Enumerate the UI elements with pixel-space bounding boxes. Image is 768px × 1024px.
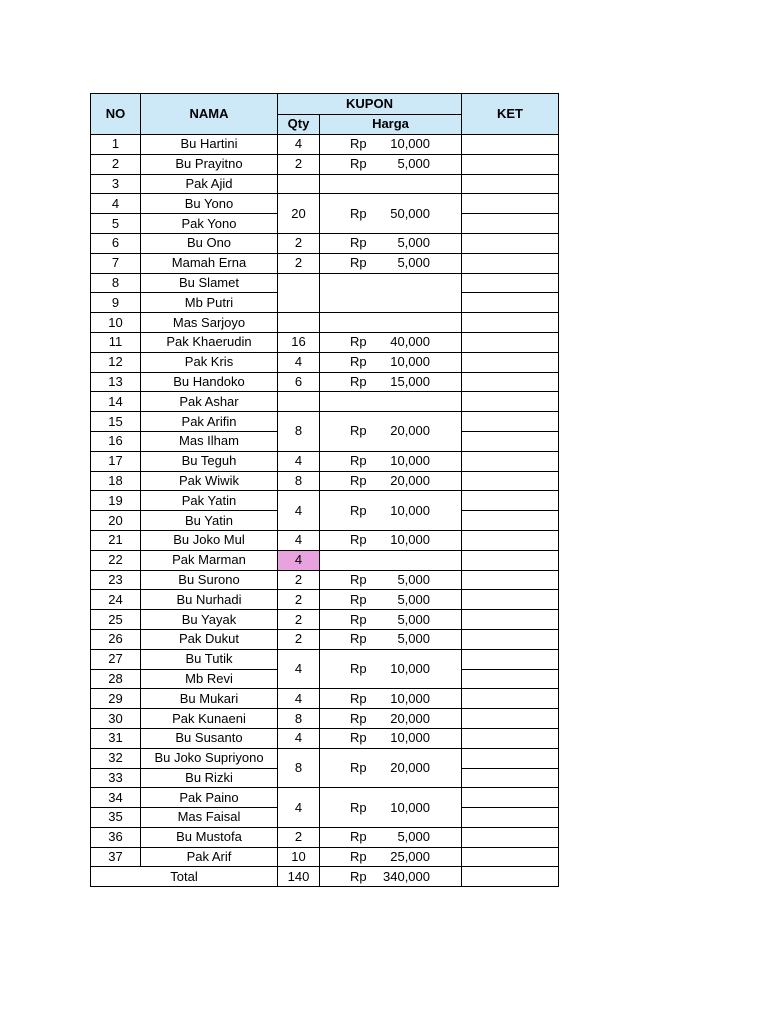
row-no: 32: [91, 748, 141, 768]
row-rp: Rp: [350, 829, 367, 845]
row-ket: [462, 471, 559, 491]
row-qty: 2: [278, 253, 320, 273]
row-qty: 6: [278, 372, 320, 392]
row-nama: Bu Nurhadi: [141, 590, 278, 610]
row-amount: 50,000: [390, 205, 430, 221]
row-amount: 10,000: [390, 453, 430, 469]
row-amount: 10,000: [390, 799, 430, 815]
row-nama: Bu Yatin: [141, 511, 278, 531]
table-row: [91, 451, 559, 471]
row-ket: [462, 827, 559, 847]
table-row: [91, 253, 559, 273]
row-no: 9: [91, 293, 141, 313]
row-no: 30: [91, 709, 141, 729]
row-nama: Bu Joko Mul: [141, 530, 278, 550]
row-harga: [320, 174, 462, 194]
row-nama: Bu Yayak: [141, 610, 278, 630]
row-harga: [320, 728, 462, 748]
row-nama: Bu Tutik: [141, 649, 278, 669]
row-amount: 20,000: [390, 423, 430, 439]
row-no: 25: [91, 610, 141, 630]
header-ket: KET: [462, 94, 559, 135]
row-harga: [320, 313, 462, 333]
row-qty: [278, 392, 320, 412]
row-qty: 4: [278, 728, 320, 748]
row-rp: Rp: [350, 611, 367, 627]
row-nama: Bu Mukari: [141, 689, 278, 709]
row-harga: [320, 412, 462, 452]
row-rp: Rp: [350, 849, 367, 865]
row-qty: 2: [278, 233, 320, 253]
row-no: 34: [91, 788, 141, 808]
table-row: [91, 610, 559, 630]
row-ket: [462, 610, 559, 630]
row-amount: 10,000: [390, 730, 430, 746]
row-qty: 8: [278, 748, 320, 788]
row-nama: Pak Kunaeni: [141, 709, 278, 729]
row-qty: 4: [278, 352, 320, 372]
row-no: 24: [91, 590, 141, 610]
row-harga: [320, 135, 462, 155]
row-no: 23: [91, 570, 141, 590]
row-amount: 5,000: [397, 255, 430, 271]
row-harga: [320, 748, 462, 788]
header-nama: NAMA: [141, 94, 278, 135]
row-nama: Bu Ono: [141, 233, 278, 253]
row-no: 35: [91, 808, 141, 828]
row-no: 11: [91, 332, 141, 352]
row-nama: Pak Paino: [141, 788, 278, 808]
row-no: 33: [91, 768, 141, 788]
row-qty: 8: [278, 412, 320, 452]
row-nama: Pak Marman: [141, 550, 278, 570]
row-rp: Rp: [350, 799, 367, 815]
row-qty: 4: [278, 135, 320, 155]
row-nama: Bu Rizki: [141, 768, 278, 788]
row-no: 4: [91, 194, 141, 214]
row-rp: Rp: [350, 532, 367, 548]
total-label: Total: [91, 867, 278, 887]
row-ket: [462, 194, 559, 214]
table-row: [91, 491, 559, 511]
row-amount: 10,000: [390, 354, 430, 370]
row-rp: Rp: [350, 571, 367, 587]
row-rp: Rp: [350, 354, 367, 370]
row-no: 10: [91, 313, 141, 333]
table-row: [91, 154, 559, 174]
row-ket: [462, 629, 559, 649]
row-amount: 20,000: [390, 710, 430, 726]
row-rp: Rp: [350, 690, 367, 706]
row-harga: [320, 530, 462, 550]
row-harga: [320, 233, 462, 253]
row-harga: [320, 550, 462, 570]
table-row: [91, 313, 559, 333]
table-row: [91, 827, 559, 847]
row-no: 14: [91, 392, 141, 412]
row-rp: Rp: [350, 453, 367, 469]
table-row: [91, 570, 559, 590]
row-qty: 2: [278, 570, 320, 590]
row-ket: [462, 570, 559, 590]
row-ket: [462, 253, 559, 273]
total-rp: Rp: [350, 868, 367, 884]
row-qty: [278, 273, 320, 313]
row-nama: Mas Ilham: [141, 431, 278, 451]
row-ket: [462, 392, 559, 412]
row-rp: Rp: [350, 423, 367, 439]
row-no: 7: [91, 253, 141, 273]
row-no: 8: [91, 273, 141, 293]
table-row: [91, 174, 559, 194]
table-row: [91, 709, 559, 729]
total-amount: 340,000: [383, 868, 430, 884]
row-harga: [320, 649, 462, 689]
table-row: [91, 689, 559, 709]
row-ket: [462, 709, 559, 729]
row-nama: Bu Teguh: [141, 451, 278, 471]
table-row: [91, 590, 559, 610]
row-harga: [320, 253, 462, 273]
row-ket: [462, 214, 559, 234]
row-rp: Rp: [350, 472, 367, 488]
row-rp: Rp: [350, 631, 367, 647]
row-qty: 4: [278, 649, 320, 689]
row-qty: 4: [278, 530, 320, 550]
row-qty: 20: [278, 194, 320, 234]
row-qty: 10: [278, 847, 320, 867]
table-row: [91, 471, 559, 491]
row-qty: 2: [278, 590, 320, 610]
row-rp: Rp: [350, 591, 367, 607]
row-no: 3: [91, 174, 141, 194]
table-row: [91, 194, 559, 214]
row-ket: [462, 590, 559, 610]
row-no: 20: [91, 511, 141, 531]
row-amount: 40,000: [390, 334, 430, 350]
row-rp: Rp: [350, 760, 367, 775]
row-amount: 25,000: [390, 849, 430, 865]
row-amount: 10,000: [390, 690, 430, 706]
table-row: [91, 135, 559, 155]
row-ket: [462, 491, 559, 511]
row-nama: Bu Slamet: [141, 273, 278, 293]
row-harga: [320, 847, 462, 867]
row-amount: 5,000: [397, 235, 430, 251]
row-qty: 16: [278, 332, 320, 352]
row-no: 15: [91, 412, 141, 432]
row-amount: 5,000: [397, 591, 430, 607]
row-no: 16: [91, 431, 141, 451]
row-qty: 2: [278, 154, 320, 174]
total-harga: [320, 867, 462, 887]
row-no: 18: [91, 471, 141, 491]
row-nama: Mamah Erna: [141, 253, 278, 273]
row-nama: Mas Faisal: [141, 808, 278, 828]
row-no: 27: [91, 649, 141, 669]
row-qty: [278, 313, 320, 333]
row-ket: [462, 372, 559, 392]
row-ket: [462, 768, 559, 788]
row-nama: Mb Revi: [141, 669, 278, 689]
table-row: [91, 233, 559, 253]
row-harga: [320, 610, 462, 630]
row-harga: [320, 827, 462, 847]
row-qty: 8: [278, 709, 320, 729]
row-ket: [462, 451, 559, 471]
row-no: 13: [91, 372, 141, 392]
row-ket: [462, 728, 559, 748]
row-ket: [462, 273, 559, 293]
row-nama: Pak Ashar: [141, 392, 278, 412]
row-ket: [462, 332, 559, 352]
row-ket: [462, 313, 559, 333]
row-rp: Rp: [350, 255, 367, 271]
row-nama: Pak Ajid: [141, 174, 278, 194]
row-ket: [462, 847, 559, 867]
row-harga: [320, 194, 462, 234]
row-nama: Pak Dukut: [141, 629, 278, 649]
row-harga: [320, 590, 462, 610]
row-nama: Pak Wiwik: [141, 471, 278, 491]
row-qty: 8: [278, 471, 320, 491]
row-nama: Pak Arif: [141, 847, 278, 867]
row-nama: Bu Hartini: [141, 135, 278, 155]
row-rp: Rp: [350, 235, 367, 251]
table-row: [91, 352, 559, 372]
row-no: 19: [91, 491, 141, 511]
table-row: [91, 273, 559, 293]
row-harga: [320, 570, 462, 590]
row-ket: [462, 689, 559, 709]
row-harga: [320, 372, 462, 392]
table-row: [91, 847, 559, 867]
table-row: [91, 372, 559, 392]
row-amount: 5,000: [397, 611, 430, 627]
row-ket: [462, 154, 559, 174]
row-nama: Pak Khaerudin: [141, 332, 278, 352]
table-row: [91, 550, 559, 570]
row-amount: 10,000: [390, 661, 430, 677]
row-harga: [320, 273, 462, 313]
row-ket: [462, 649, 559, 669]
row-no: 2: [91, 154, 141, 174]
row-amount: 10,000: [390, 136, 430, 152]
table-row: [91, 728, 559, 748]
header-qty: Qty: [278, 114, 320, 135]
row-nama: Mas Sarjoyo: [141, 313, 278, 333]
row-no: 21: [91, 530, 141, 550]
row-harga: [320, 788, 462, 828]
row-ket: [462, 135, 559, 155]
row-rp: Rp: [350, 334, 367, 350]
row-no: 6: [91, 233, 141, 253]
row-no: 17: [91, 451, 141, 471]
row-ket: [462, 748, 559, 768]
row-ket: [462, 233, 559, 253]
row-rp: Rp: [350, 730, 367, 746]
header-kupon: KUPON: [278, 94, 462, 115]
row-harga: [320, 491, 462, 531]
row-nama: Pak Arifin: [141, 412, 278, 432]
row-rp: Rp: [350, 661, 367, 677]
row-no: 1: [91, 135, 141, 155]
row-harga: [320, 154, 462, 174]
table-row: [91, 332, 559, 352]
row-rp: Rp: [350, 710, 367, 726]
row-rp: Rp: [350, 136, 367, 152]
row-harga: [320, 689, 462, 709]
row-ket: [462, 550, 559, 570]
row-harga: [320, 352, 462, 372]
row-no: 37: [91, 847, 141, 867]
row-amount: 20,000: [390, 760, 430, 775]
table-row: [91, 412, 559, 432]
row-nama: Bu Surono: [141, 570, 278, 590]
row-rp: Rp: [350, 205, 367, 221]
row-harga: [320, 451, 462, 471]
row-amount: 5,000: [397, 631, 430, 647]
row-nama: Bu Mustofa: [141, 827, 278, 847]
row-nama: Bu Yono: [141, 194, 278, 214]
row-qty: 2: [278, 629, 320, 649]
row-no: 29: [91, 689, 141, 709]
row-qty: 4: [278, 550, 320, 570]
table-row: [91, 392, 559, 412]
row-amount: 20,000: [390, 472, 430, 488]
row-rp: Rp: [350, 373, 367, 389]
header-harga: Harga: [320, 114, 462, 135]
row-harga: [320, 392, 462, 412]
row-no: 22: [91, 550, 141, 570]
row-ket: [462, 174, 559, 194]
row-harga: [320, 629, 462, 649]
row-qty: 4: [278, 689, 320, 709]
row-qty: 4: [278, 451, 320, 471]
header-no: NO: [91, 94, 141, 135]
row-nama: Bu Handoko: [141, 372, 278, 392]
row-nama: Pak Yatin: [141, 491, 278, 511]
row-nama: Mb Putri: [141, 293, 278, 313]
row-ket: [462, 412, 559, 432]
row-ket: [462, 808, 559, 828]
row-rp: Rp: [350, 502, 367, 518]
row-nama: Bu Prayitno: [141, 154, 278, 174]
row-nama: Bu Susanto: [141, 728, 278, 748]
row-ket: [462, 511, 559, 531]
row-qty: 2: [278, 827, 320, 847]
row-qty: [278, 174, 320, 194]
row-qty: 4: [278, 788, 320, 828]
row-no: 31: [91, 728, 141, 748]
coupon-table: [90, 93, 559, 887]
row-ket: [462, 788, 559, 808]
row-nama: Pak Yono: [141, 214, 278, 234]
table-row: [91, 530, 559, 550]
row-rp: Rp: [350, 156, 367, 172]
row-qty: 2: [278, 610, 320, 630]
row-no: 5: [91, 214, 141, 234]
row-amount: 15,000: [390, 373, 430, 389]
row-harga: [320, 332, 462, 352]
row-amount: 5,000: [397, 156, 430, 172]
table-row: [91, 748, 559, 768]
row-ket: [462, 669, 559, 689]
total-ket: [462, 867, 559, 887]
row-ket: [462, 352, 559, 372]
row-ket: [462, 431, 559, 451]
table-row: [91, 649, 559, 669]
table-row: [91, 629, 559, 649]
total-qty: 140: [278, 867, 320, 887]
row-harga: [320, 709, 462, 729]
row-no: 26: [91, 629, 141, 649]
row-amount: 10,000: [390, 502, 430, 518]
row-amount: 5,000: [397, 829, 430, 845]
row-nama: Pak Kris: [141, 352, 278, 372]
row-ket: [462, 530, 559, 550]
row-no: 12: [91, 352, 141, 372]
row-harga: [320, 471, 462, 491]
table-row: [91, 788, 559, 808]
row-no: 36: [91, 827, 141, 847]
row-amount: 10,000: [390, 532, 430, 548]
row-nama: Bu Joko Supriyono: [141, 748, 278, 768]
row-ket: [462, 293, 559, 313]
row-qty: 4: [278, 491, 320, 531]
row-amount: 5,000: [397, 571, 430, 587]
row-no: 28: [91, 669, 141, 689]
